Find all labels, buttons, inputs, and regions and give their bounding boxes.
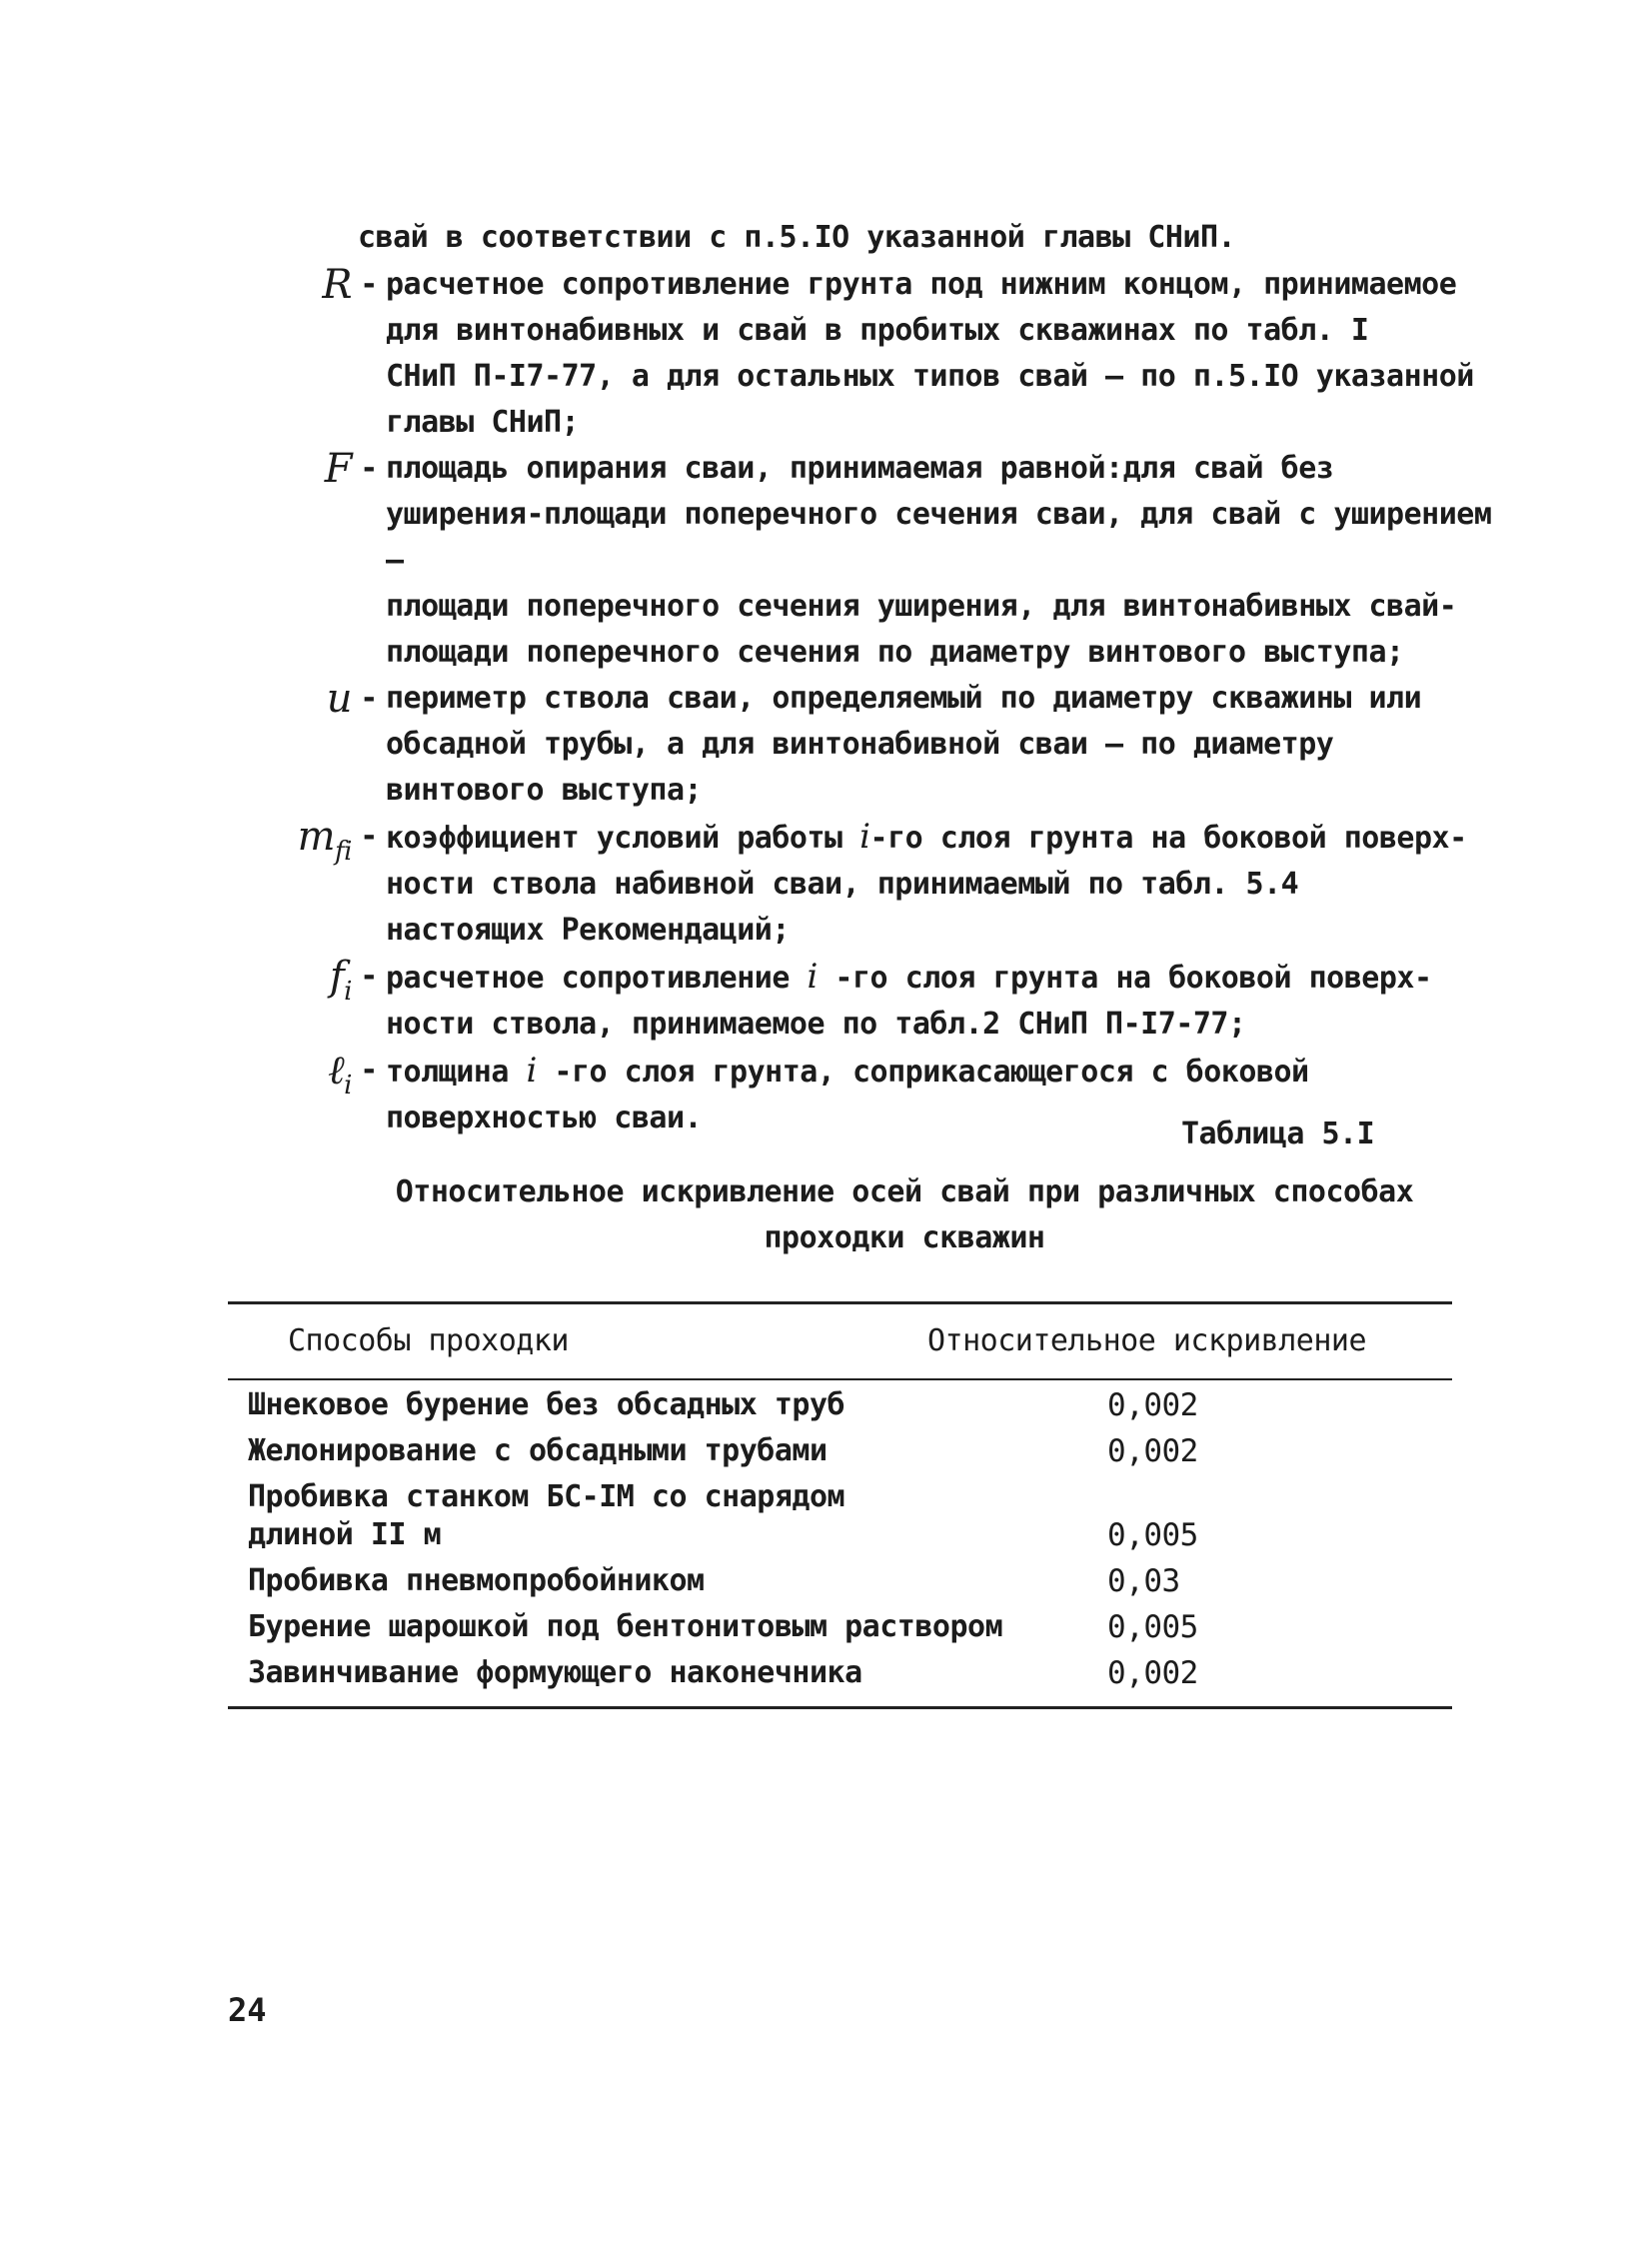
definition-dash: - [360,681,378,716]
definition-r [240,262,1499,446]
definition-u [240,676,1499,814]
definition-text: площадь опирания сваи, принимаемая равной:для свай без уширения-площади поперечного сечения сваи, для свай с уширением – площади поперечного сечения уширения, для винтонабивных свай- площади поперечного сечения по диаметру винтового выступа; [386,451,1492,670]
definition-dash: - [360,267,378,302]
cell-value: 0,002 [1107,1387,1198,1423]
definition-text: расчетное сопротивление грунта под нижним концом, принимаемое для винтонабивных и свай в пробитых скважинах по табл. I СНиП П-I7-77, а для остальных типов свай – по п.5.IO указанной главы СНиП; [386,267,1474,440]
symbol-r: R [322,262,352,308]
definition-dash: - [360,451,378,486]
cell-method: Пробивка пневмопробойником [248,1563,705,1598]
header-deviation: Относительное искривление [927,1323,1367,1358]
symbol-l-i: ℓ$_i$ [328,1048,352,1101]
definition-m-fi [240,814,1499,954]
table-row [228,1478,1452,1554]
definition-dash: - [360,959,378,994]
symbol-u: u [326,676,352,722]
definition-text: коэффициент условий работы i-го слоя грунта на боковой поверх- ности ствола набивной сваи, принимаемый по табл. 5.4 настоящих Рекомендаций; [386,817,1467,948]
table-caption: Относительное искривление осей свай при различных способах проходки скважин [395,1174,1414,1255]
definition-text: периметр ствола сваи, определяемый по диаметру скважины или обсадной трубы, а для винтонабивной сваи – по диаметру винтового выступа; [386,681,1422,808]
header-method: Способы проходки [288,1323,569,1358]
cell-method: Бурение шарошкой под бентонитовым раствором [248,1609,1003,1644]
symbol-f: F [324,446,352,492]
cell-method: Завинчивание формующего наконечника [248,1655,862,1690]
symbol-f-i: $f_i$ [329,954,352,1007]
cell-value: 0,002 [1107,1655,1198,1691]
cell-method: Шнековое бурение без обсадных труб [248,1387,845,1422]
table-bottom-rule [228,1706,1452,1709]
definition-f [240,446,1499,676]
table-row [228,1386,1452,1424]
definition-text: толщина i -го слоя грунта, соприкасающегося с боковой поверхностью сваи. [386,1051,1309,1135]
table-row [228,1608,1452,1646]
table-row [228,1562,1452,1600]
definition-dash: - [360,819,378,854]
page-number: 24 [228,1991,267,2029]
definition-f-i [240,954,1499,1048]
cell-value: 0,005 [1107,1609,1198,1645]
deviation-table [228,1301,1452,1709]
definition-dash: - [360,1053,378,1088]
cell-method: Пробивка станком БС-IМ со снарядом длиной II м [248,1479,845,1552]
table-header-row [228,1304,1452,1378]
cell-value: 0,002 [1107,1433,1198,1469]
table-body [228,1380,1452,1706]
continuation-line: свай в соответствии с п.5.IO указанной главы СНиП. [358,220,1236,255]
definitions-list [240,262,1499,1141]
cell-value: 0,005 [1107,1517,1198,1553]
cell-value: 0,03 [1107,1563,1180,1599]
table-row [228,1654,1452,1692]
table-number: Таблица 5.I [1181,1117,1375,1151]
cell-method: Желонирование с обсадными трубами [248,1433,827,1468]
table-row [228,1432,1452,1470]
symbol-m-fi: $m_{fi}$ [297,814,352,867]
definition-text: расчетное сопротивление i -го слоя грунта на боковой поверх- ности ствола, принимаемое по табл.2 СНиП П-I7-77; [386,957,1432,1042]
